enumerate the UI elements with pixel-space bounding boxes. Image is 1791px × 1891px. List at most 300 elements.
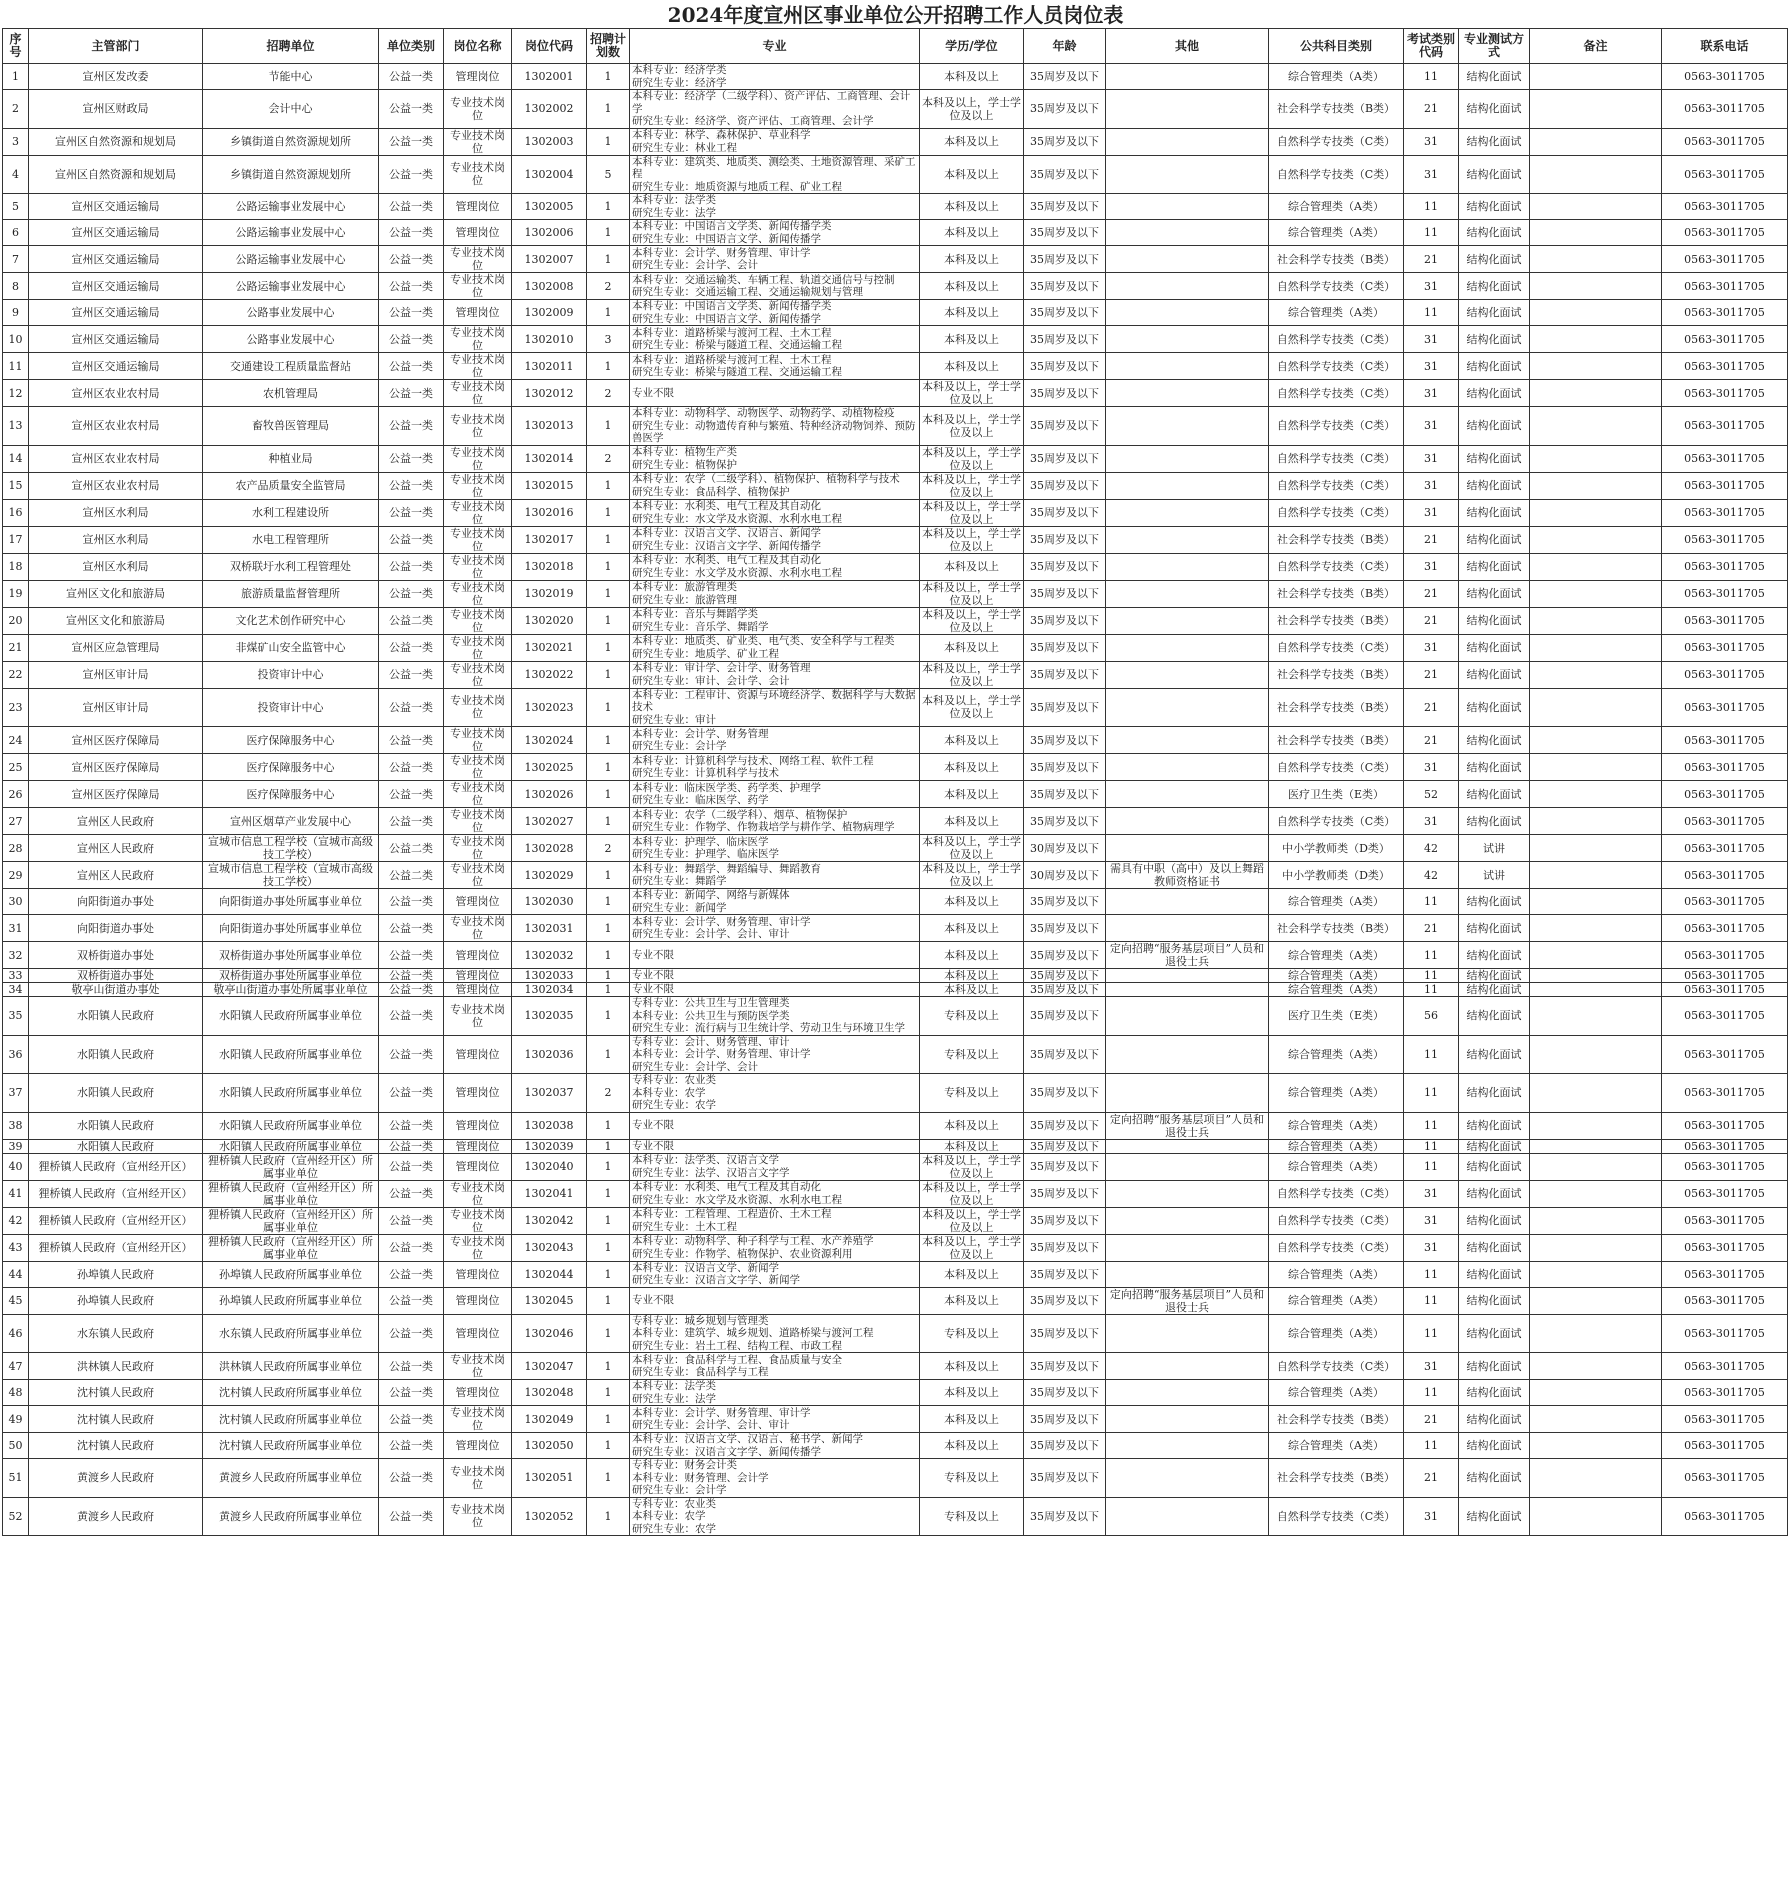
table-row xyxy=(3,128,1788,155)
age-cell: 35周岁及以下 xyxy=(1024,526,1106,553)
age-cell: 35周岁及以下 xyxy=(1024,1314,1106,1353)
edu-cell: 本科及以上，学士学位及以上 xyxy=(920,1207,1024,1234)
edu-cell: 本科及以上 xyxy=(920,326,1024,353)
test-cell: 结构化面试 xyxy=(1459,942,1530,969)
post-cell: 专业技术岗位 xyxy=(444,661,512,688)
exam-code-cell: 31 xyxy=(1404,1353,1459,1380)
other-cell xyxy=(1106,1353,1269,1380)
exam-code-cell: 21 xyxy=(1404,246,1459,273)
phone-cell: 0563-3011705 xyxy=(1662,1207,1788,1234)
major-cell: 本科专业：审计学、会计学、财务管理 研究生专业：审计、会计学、会计 xyxy=(630,661,920,688)
major-cell: 本科专业：经济学类 研究生专业：经济学 xyxy=(630,64,920,90)
remark-cell xyxy=(1530,300,1662,326)
edu-cell: 本科及以上 xyxy=(920,353,1024,380)
table-row xyxy=(3,1035,1788,1074)
test-cell: 结构化面试 xyxy=(1459,499,1530,526)
age-cell: 35周岁及以下 xyxy=(1024,983,1106,997)
code-cell: 1302028 xyxy=(512,835,587,862)
subject-cell: 社会科学专技类（B类） xyxy=(1269,727,1404,754)
code-cell: 1302032 xyxy=(512,942,587,969)
count-cell: 1 xyxy=(587,661,630,688)
dept-cell: 宣州区水利局 xyxy=(29,553,203,580)
edu-cell: 本科及以上 xyxy=(920,1139,1024,1153)
phone-cell: 0563-3011705 xyxy=(1662,688,1788,727)
other-cell xyxy=(1106,915,1269,942)
test-cell: 结构化面试 xyxy=(1459,380,1530,407)
column-header-public-subject: 公共科目类别 xyxy=(1269,29,1404,64)
test-cell: 结构化面试 xyxy=(1459,997,1530,1036)
post-cell: 专业技术岗位 xyxy=(444,580,512,607)
seq-cell: 10 xyxy=(3,326,29,353)
code-cell: 1302045 xyxy=(512,1287,587,1314)
code-cell: 1302010 xyxy=(512,326,587,353)
category-cell: 公益一类 xyxy=(379,553,444,580)
seq-cell: 2 xyxy=(3,90,29,129)
dept-cell: 宣州区文化和旅游局 xyxy=(29,580,203,607)
remark-cell xyxy=(1530,326,1662,353)
edu-cell: 本科及以上，学士学位及以上 xyxy=(920,1234,1024,1261)
table-row xyxy=(3,220,1788,246)
table-row xyxy=(3,499,1788,526)
test-cell: 结构化面试 xyxy=(1459,273,1530,300)
age-cell: 35周岁及以下 xyxy=(1024,1153,1106,1180)
dept-cell: 水阳镇人民政府 xyxy=(29,997,203,1036)
unit-cell: 沈村镇人民政府所属事业单位 xyxy=(203,1406,379,1433)
exam-code-cell: 11 xyxy=(1404,1287,1459,1314)
phone-cell: 0563-3011705 xyxy=(1662,889,1788,915)
other-cell xyxy=(1106,128,1269,155)
age-cell: 35周岁及以下 xyxy=(1024,246,1106,273)
edu-cell: 本科及以上，学士学位及以上 xyxy=(920,862,1024,889)
subject-cell: 医疗卫生类（E类） xyxy=(1269,781,1404,808)
major-cell: 专业不限 xyxy=(630,1287,920,1314)
category-cell: 公益一类 xyxy=(379,969,444,983)
unit-cell: 双桥联圩水利工程管理处 xyxy=(203,553,379,580)
phone-cell: 0563-3011705 xyxy=(1662,194,1788,220)
other-cell xyxy=(1106,808,1269,835)
dept-cell: 宣州区自然资源和规划局 xyxy=(29,155,203,194)
post-cell: 管理岗位 xyxy=(444,300,512,326)
code-cell: 1302002 xyxy=(512,90,587,129)
dept-cell: 水阳镇人民政府 xyxy=(29,1112,203,1139)
major-cell: 专科专业：农业类 本科专业：农学 研究生专业：农学 xyxy=(630,1497,920,1536)
exam-code-cell: 42 xyxy=(1404,862,1459,889)
seq-cell: 41 xyxy=(3,1180,29,1207)
test-cell: 结构化面试 xyxy=(1459,1314,1530,1353)
count-cell: 1 xyxy=(587,634,630,661)
other-cell xyxy=(1106,326,1269,353)
age-cell: 35周岁及以下 xyxy=(1024,808,1106,835)
seq-cell: 1 xyxy=(3,64,29,90)
subject-cell: 综合管理类（A类） xyxy=(1269,300,1404,326)
test-cell: 结构化面试 xyxy=(1459,1353,1530,1380)
column-header-other: 其他 xyxy=(1106,29,1269,64)
count-cell: 1 xyxy=(587,194,630,220)
remark-cell xyxy=(1530,1433,1662,1459)
subject-cell: 自然科学专技类（C类） xyxy=(1269,353,1404,380)
recruitment-table xyxy=(2,28,1788,1536)
major-cell: 本科专业：经济学（二级学科）、资产评估、工商管理、会计学 研究生专业：经济学、资产评估、工商管理、会计学 xyxy=(630,90,920,129)
table-row xyxy=(3,1074,1788,1113)
edu-cell: 本科及以上，学士学位及以上 xyxy=(920,835,1024,862)
table-row xyxy=(3,1261,1788,1287)
dept-cell: 水阳镇人民政府 xyxy=(29,1074,203,1113)
category-cell: 公益一类 xyxy=(379,246,444,273)
subject-cell: 社会科学专技类（B类） xyxy=(1269,688,1404,727)
unit-cell: 农产品质量安全监管局 xyxy=(203,472,379,499)
phone-cell: 0563-3011705 xyxy=(1662,862,1788,889)
code-cell: 1302042 xyxy=(512,1207,587,1234)
post-cell: 管理岗位 xyxy=(444,1261,512,1287)
major-cell: 本科专业：建筑类、地质类、测绘类、土地资源管理、采矿工程 研究生专业：地质资源与地质工程、矿业工程 xyxy=(630,155,920,194)
post-cell: 管理岗位 xyxy=(444,220,512,246)
subject-cell: 中小学教师类（D类） xyxy=(1269,862,1404,889)
exam-code-cell: 11 xyxy=(1404,194,1459,220)
major-cell: 专科专业：农业类 本科专业：农学 研究生专业：农学 xyxy=(630,1074,920,1113)
code-cell: 1302007 xyxy=(512,246,587,273)
table-row xyxy=(3,781,1788,808)
dept-cell: 沈村镇人民政府 xyxy=(29,1433,203,1459)
edu-cell: 本科及以上，学士学位及以上 xyxy=(920,380,1024,407)
major-cell: 本科专业：林学、森林保护、草业科学 研究生专业：林业工程 xyxy=(630,128,920,155)
test-cell: 结构化面试 xyxy=(1459,472,1530,499)
other-cell xyxy=(1106,1207,1269,1234)
table-row xyxy=(3,194,1788,220)
table-row xyxy=(3,727,1788,754)
remark-cell xyxy=(1530,273,1662,300)
phone-cell: 0563-3011705 xyxy=(1662,472,1788,499)
phone-cell: 0563-3011705 xyxy=(1662,634,1788,661)
table-row xyxy=(3,64,1788,90)
exam-code-cell: 11 xyxy=(1404,1314,1459,1353)
category-cell: 公益一类 xyxy=(379,1035,444,1074)
seq-cell: 45 xyxy=(3,1287,29,1314)
other-cell xyxy=(1106,1497,1269,1536)
column-header-post-name: 岗位名称 xyxy=(444,29,512,64)
count-cell: 1 xyxy=(587,969,630,983)
major-cell: 本科专业：水利类、电气工程及其自动化 研究生专业：水文学及水资源、水利水电工程 xyxy=(630,553,920,580)
phone-cell: 0563-3011705 xyxy=(1662,969,1788,983)
table-row xyxy=(3,526,1788,553)
code-cell: 1302008 xyxy=(512,273,587,300)
exam-code-cell: 21 xyxy=(1404,1459,1459,1498)
dept-cell: 孙埠镇人民政府 xyxy=(29,1287,203,1314)
subject-cell: 自然科学专技类（C类） xyxy=(1269,128,1404,155)
subject-cell: 综合管理类（A类） xyxy=(1269,1139,1404,1153)
seq-cell: 16 xyxy=(3,499,29,526)
remark-cell xyxy=(1530,808,1662,835)
age-cell: 35周岁及以下 xyxy=(1024,754,1106,781)
age-cell: 35周岁及以下 xyxy=(1024,688,1106,727)
edu-cell: 本科及以上 xyxy=(920,808,1024,835)
table-row xyxy=(3,688,1788,727)
other-cell xyxy=(1106,754,1269,781)
dept-cell: 宣州区农业农村局 xyxy=(29,380,203,407)
table-row xyxy=(3,889,1788,915)
post-cell: 专业技术岗位 xyxy=(444,353,512,380)
table-row xyxy=(3,661,1788,688)
post-cell: 专业技术岗位 xyxy=(444,808,512,835)
other-cell xyxy=(1106,1180,1269,1207)
seq-cell: 8 xyxy=(3,273,29,300)
post-cell: 专业技术岗位 xyxy=(444,835,512,862)
category-cell: 公益一类 xyxy=(379,1234,444,1261)
edu-cell: 专科及以上 xyxy=(920,1074,1024,1113)
table-row xyxy=(3,808,1788,835)
other-cell: 定向招聘“服务基层项目”人员和退役士兵 xyxy=(1106,1287,1269,1314)
category-cell: 公益一类 xyxy=(379,1180,444,1207)
remark-cell xyxy=(1530,220,1662,246)
major-cell: 本科专业：旅游管理类 研究生专业：旅游管理 xyxy=(630,580,920,607)
seq-cell: 23 xyxy=(3,688,29,727)
exam-code-cell: 11 xyxy=(1404,983,1459,997)
test-cell: 结构化面试 xyxy=(1459,326,1530,353)
other-cell xyxy=(1106,1035,1269,1074)
table-row xyxy=(3,754,1788,781)
major-cell: 本科专业：汉语言文学、汉语言、秘书学、新闻学 研究生专业：汉语言文字学、新闻传播学 xyxy=(630,1433,920,1459)
major-cell: 本科专业：食品科学与工程、食品质量与安全 研究生专业：食品科学与工程 xyxy=(630,1353,920,1380)
post-cell: 管理岗位 xyxy=(444,1112,512,1139)
exam-code-cell: 21 xyxy=(1404,526,1459,553)
count-cell: 1 xyxy=(587,553,630,580)
dept-cell: 宣州区水利局 xyxy=(29,526,203,553)
major-cell: 本科专业：临床医学类、药学类、护理学 研究生专业：临床医学、药学 xyxy=(630,781,920,808)
test-cell: 结构化面试 xyxy=(1459,128,1530,155)
remark-cell xyxy=(1530,727,1662,754)
other-cell xyxy=(1106,969,1269,983)
table-row xyxy=(3,353,1788,380)
remark-cell xyxy=(1530,553,1662,580)
post-cell: 专业技术岗位 xyxy=(444,1406,512,1433)
post-cell: 管理岗位 xyxy=(444,1139,512,1153)
major-cell: 本科专业：动物科学、种子科学与工程、水产养殖学 研究生专业：作物学、植物保护、农业资源利用 xyxy=(630,1234,920,1261)
code-cell: 1302049 xyxy=(512,1406,587,1433)
remark-cell xyxy=(1530,1139,1662,1153)
dept-cell: 宣州区人民政府 xyxy=(29,808,203,835)
exam-code-cell: 11 xyxy=(1404,300,1459,326)
code-cell: 1302038 xyxy=(512,1112,587,1139)
remark-cell xyxy=(1530,969,1662,983)
exam-code-cell: 21 xyxy=(1404,580,1459,607)
phone-cell: 0563-3011705 xyxy=(1662,1180,1788,1207)
remark-cell xyxy=(1530,997,1662,1036)
dept-cell: 水阳镇人民政府 xyxy=(29,1035,203,1074)
page-title: 2024年度宣州区事业单位公开招聘工作人员岗位表 xyxy=(667,3,1124,27)
major-cell: 专业不限 xyxy=(630,380,920,407)
code-cell: 1302019 xyxy=(512,580,587,607)
subject-cell: 综合管理类（A类） xyxy=(1269,889,1404,915)
category-cell: 公益一类 xyxy=(379,326,444,353)
category-cell: 公益一类 xyxy=(379,781,444,808)
column-header-education: 学历/学位 xyxy=(920,29,1024,64)
post-cell: 专业技术岗位 xyxy=(444,862,512,889)
other-cell xyxy=(1106,1406,1269,1433)
category-cell: 公益一类 xyxy=(379,128,444,155)
post-cell: 专业技术岗位 xyxy=(444,90,512,129)
exam-code-cell: 21 xyxy=(1404,915,1459,942)
count-cell: 1 xyxy=(587,997,630,1036)
unit-cell: 医疗保障服务中心 xyxy=(203,727,379,754)
count-cell: 1 xyxy=(587,727,630,754)
subject-cell: 自然科学专技类（C类） xyxy=(1269,1234,1404,1261)
age-cell: 35周岁及以下 xyxy=(1024,499,1106,526)
seq-cell: 7 xyxy=(3,246,29,273)
remark-cell xyxy=(1530,128,1662,155)
other-cell: 定向招聘“服务基层项目”人员和退役士兵 xyxy=(1106,942,1269,969)
remark-cell xyxy=(1530,445,1662,472)
dept-cell: 狸桥镇人民政府（宣州经开区） xyxy=(29,1207,203,1234)
unit-cell: 水阳镇人民政府所属事业单位 xyxy=(203,1035,379,1074)
dept-cell: 双桥街道办事处 xyxy=(29,969,203,983)
dept-cell: 宣州区应急管理局 xyxy=(29,634,203,661)
edu-cell: 本科及以上 xyxy=(920,1406,1024,1433)
exam-code-cell: 31 xyxy=(1404,553,1459,580)
code-cell: 1302052 xyxy=(512,1497,587,1536)
dept-cell: 黄渡乡人民政府 xyxy=(29,1497,203,1536)
exam-code-cell: 21 xyxy=(1404,688,1459,727)
subject-cell: 综合管理类（A类） xyxy=(1269,1261,1404,1287)
dept-cell: 水东镇人民政府 xyxy=(29,1314,203,1353)
unit-cell: 黄渡乡人民政府所属事业单位 xyxy=(203,1497,379,1536)
major-cell: 本科专业：水利类、电气工程及其自动化 研究生专业：水文学及水资源、水利水电工程 xyxy=(630,1180,920,1207)
post-cell: 管理岗位 xyxy=(444,194,512,220)
major-cell: 本科专业：舞蹈学、舞蹈编导、舞蹈教育 研究生专业：舞蹈学 xyxy=(630,862,920,889)
remark-cell xyxy=(1530,1406,1662,1433)
seq-cell: 19 xyxy=(3,580,29,607)
test-cell: 结构化面试 xyxy=(1459,300,1530,326)
major-cell: 专业不限 xyxy=(630,1112,920,1139)
other-cell xyxy=(1106,155,1269,194)
code-cell: 1302047 xyxy=(512,1353,587,1380)
age-cell: 35周岁及以下 xyxy=(1024,1287,1106,1314)
subject-cell: 自然科学专技类（C类） xyxy=(1269,634,1404,661)
phone-cell: 0563-3011705 xyxy=(1662,407,1788,446)
phone-cell: 0563-3011705 xyxy=(1662,1406,1788,1433)
dept-cell: 宣州区医疗保障局 xyxy=(29,727,203,754)
edu-cell: 本科及以上，学士学位及以上 xyxy=(920,661,1024,688)
major-cell: 本科专业：汉语言文学、汉语言、新闻学 研究生专业：汉语言文字学、新闻传播学 xyxy=(630,526,920,553)
post-cell: 专业技术岗位 xyxy=(444,781,512,808)
count-cell: 2 xyxy=(587,273,630,300)
column-header-exam-code: 考试类别代码 xyxy=(1404,29,1459,64)
seq-cell: 12 xyxy=(3,380,29,407)
count-cell: 1 xyxy=(587,1459,630,1498)
code-cell: 1302014 xyxy=(512,445,587,472)
subject-cell: 社会科学专技类（B类） xyxy=(1269,607,1404,634)
seq-cell: 33 xyxy=(3,969,29,983)
test-cell: 结构化面试 xyxy=(1459,553,1530,580)
edu-cell: 本科及以上 xyxy=(920,300,1024,326)
edu-cell: 本科及以上 xyxy=(920,246,1024,273)
age-cell: 35周岁及以下 xyxy=(1024,472,1106,499)
remark-cell xyxy=(1530,862,1662,889)
subject-cell: 综合管理类（A类） xyxy=(1269,942,1404,969)
post-cell: 专业技术岗位 xyxy=(444,380,512,407)
subject-cell: 社会科学专技类（B类） xyxy=(1269,915,1404,942)
age-cell: 35周岁及以下 xyxy=(1024,300,1106,326)
other-cell xyxy=(1106,273,1269,300)
count-cell: 1 xyxy=(587,300,630,326)
category-cell: 公益一类 xyxy=(379,353,444,380)
exam-code-cell: 31 xyxy=(1404,1180,1459,1207)
other-cell xyxy=(1106,688,1269,727)
count-cell: 1 xyxy=(587,889,630,915)
code-cell: 1302017 xyxy=(512,526,587,553)
seq-cell: 32 xyxy=(3,942,29,969)
edu-cell: 本科及以上，学士学位及以上 xyxy=(920,1153,1024,1180)
age-cell: 35周岁及以下 xyxy=(1024,1433,1106,1459)
code-cell: 1302024 xyxy=(512,727,587,754)
dept-cell: 水阳镇人民政府 xyxy=(29,1139,203,1153)
unit-cell: 水阳镇人民政府所属事业单位 xyxy=(203,1139,379,1153)
code-cell: 1302025 xyxy=(512,754,587,781)
dept-cell: 宣州区审计局 xyxy=(29,661,203,688)
other-cell xyxy=(1106,90,1269,129)
column-header-dept: 主管部门 xyxy=(29,29,203,64)
code-cell: 1302020 xyxy=(512,607,587,634)
table-row xyxy=(3,445,1788,472)
subject-cell: 自然科学专技类（C类） xyxy=(1269,808,1404,835)
major-cell: 专科专业：会计、财务管理、审计 本科专业：会计学、财务管理、审计学 研究生专业：会计学、会计 xyxy=(630,1035,920,1074)
major-cell: 本科专业：道路桥梁与渡河工程、土木工程 研究生专业：桥梁与隧道工程、交通运输工程 xyxy=(630,326,920,353)
phone-cell: 0563-3011705 xyxy=(1662,781,1788,808)
other-cell xyxy=(1106,607,1269,634)
unit-cell: 乡镇街道自然资源规划所 xyxy=(203,128,379,155)
code-cell: 1302037 xyxy=(512,1074,587,1113)
other-cell xyxy=(1106,727,1269,754)
unit-cell: 公路事业发展中心 xyxy=(203,300,379,326)
seq-cell: 21 xyxy=(3,634,29,661)
count-cell: 1 xyxy=(587,64,630,90)
category-cell: 公益二类 xyxy=(379,607,444,634)
post-cell: 专业技术岗位 xyxy=(444,607,512,634)
unit-cell: 文化艺术创作研究中心 xyxy=(203,607,379,634)
other-cell xyxy=(1106,1261,1269,1287)
remark-cell xyxy=(1530,407,1662,446)
remark-cell xyxy=(1530,661,1662,688)
subject-cell: 自然科学专技类（C类） xyxy=(1269,273,1404,300)
category-cell: 公益一类 xyxy=(379,380,444,407)
other-cell xyxy=(1106,1074,1269,1113)
seq-cell: 4 xyxy=(3,155,29,194)
remark-cell xyxy=(1530,688,1662,727)
age-cell: 35周岁及以下 xyxy=(1024,353,1106,380)
major-cell: 本科专业：音乐与舞蹈学类 研究生专业：音乐学、舞蹈学 xyxy=(630,607,920,634)
edu-cell: 专科及以上 xyxy=(920,1497,1024,1536)
age-cell: 35周岁及以下 xyxy=(1024,553,1106,580)
dept-cell: 宣州区农业农村局 xyxy=(29,445,203,472)
remark-cell xyxy=(1530,1314,1662,1353)
dept-cell: 宣州区交通运输局 xyxy=(29,300,203,326)
remark-cell xyxy=(1530,835,1662,862)
phone-cell: 0563-3011705 xyxy=(1662,155,1788,194)
subject-cell: 综合管理类（A类） xyxy=(1269,969,1404,983)
column-header-plan-count: 招聘计划数 xyxy=(587,29,630,64)
unit-cell: 洪林镇人民政府所属事业单位 xyxy=(203,1353,379,1380)
seq-cell: 18 xyxy=(3,553,29,580)
count-cell: 1 xyxy=(587,1353,630,1380)
other-cell xyxy=(1106,997,1269,1036)
count-cell: 1 xyxy=(587,808,630,835)
other-cell xyxy=(1106,983,1269,997)
seq-cell: 17 xyxy=(3,526,29,553)
code-cell: 1302050 xyxy=(512,1433,587,1459)
exam-code-cell: 11 xyxy=(1404,220,1459,246)
age-cell: 35周岁及以下 xyxy=(1024,1234,1106,1261)
category-cell: 公益一类 xyxy=(379,300,444,326)
remark-cell xyxy=(1530,915,1662,942)
code-cell: 1302043 xyxy=(512,1234,587,1261)
